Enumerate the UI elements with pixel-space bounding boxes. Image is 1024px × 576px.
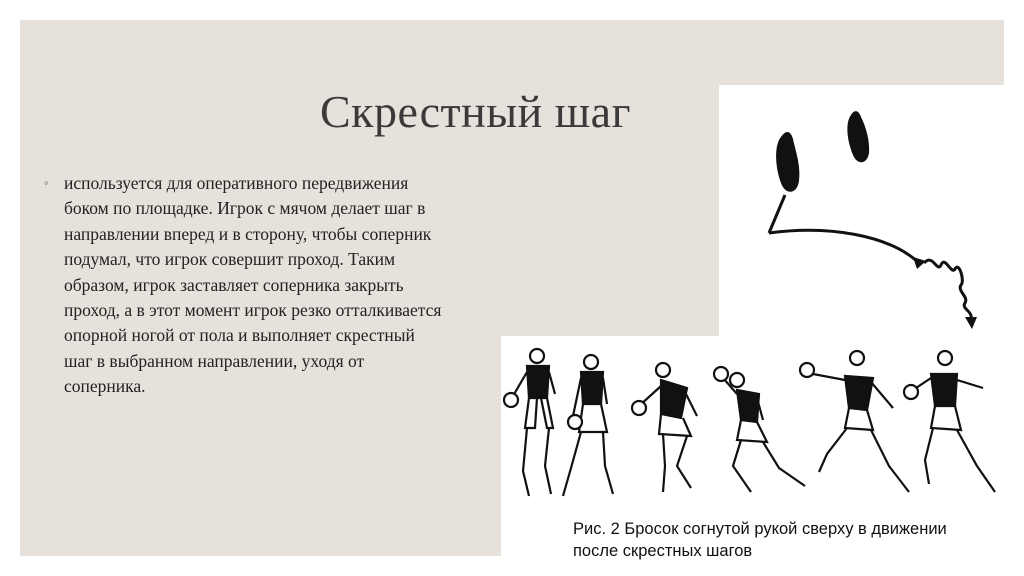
step-arrow-curve (769, 230, 919, 263)
player-figure-4 (714, 367, 805, 492)
wave-arrow-head (965, 317, 977, 329)
bullet-marker: ◦ (44, 175, 49, 190)
player-figure-5 (800, 351, 909, 492)
player-figure-2 (563, 355, 613, 496)
left-footprint (776, 132, 799, 192)
footwork-diagram (719, 85, 1004, 336)
player-figure-1 (504, 349, 555, 496)
right-footprint (847, 111, 869, 162)
player-figure-6 (904, 351, 995, 492)
figure-caption: Рис. 2 Бросок согнутой рукой сверху в движении после скрестных шагов (573, 520, 947, 560)
wave-arrow (924, 260, 971, 319)
body-text: используется для оперативного передвижения боком по площадке. Игрок с мячом делает шаг в направлении вперед и в сторону, чтобы соперник подумал, что игрок совершит проход. Таким образом, игрок заставляет соперника закрыть проход, а в этот момент игрок резко отталкивается опорной ногой от пола и выполняет скрестный шаг в выбранном направлении, уходя от соперника. (64, 173, 442, 397)
player-figure-3 (632, 363, 697, 492)
step-line-short (769, 195, 785, 233)
slide-title: Скрестный шаг (320, 86, 631, 137)
